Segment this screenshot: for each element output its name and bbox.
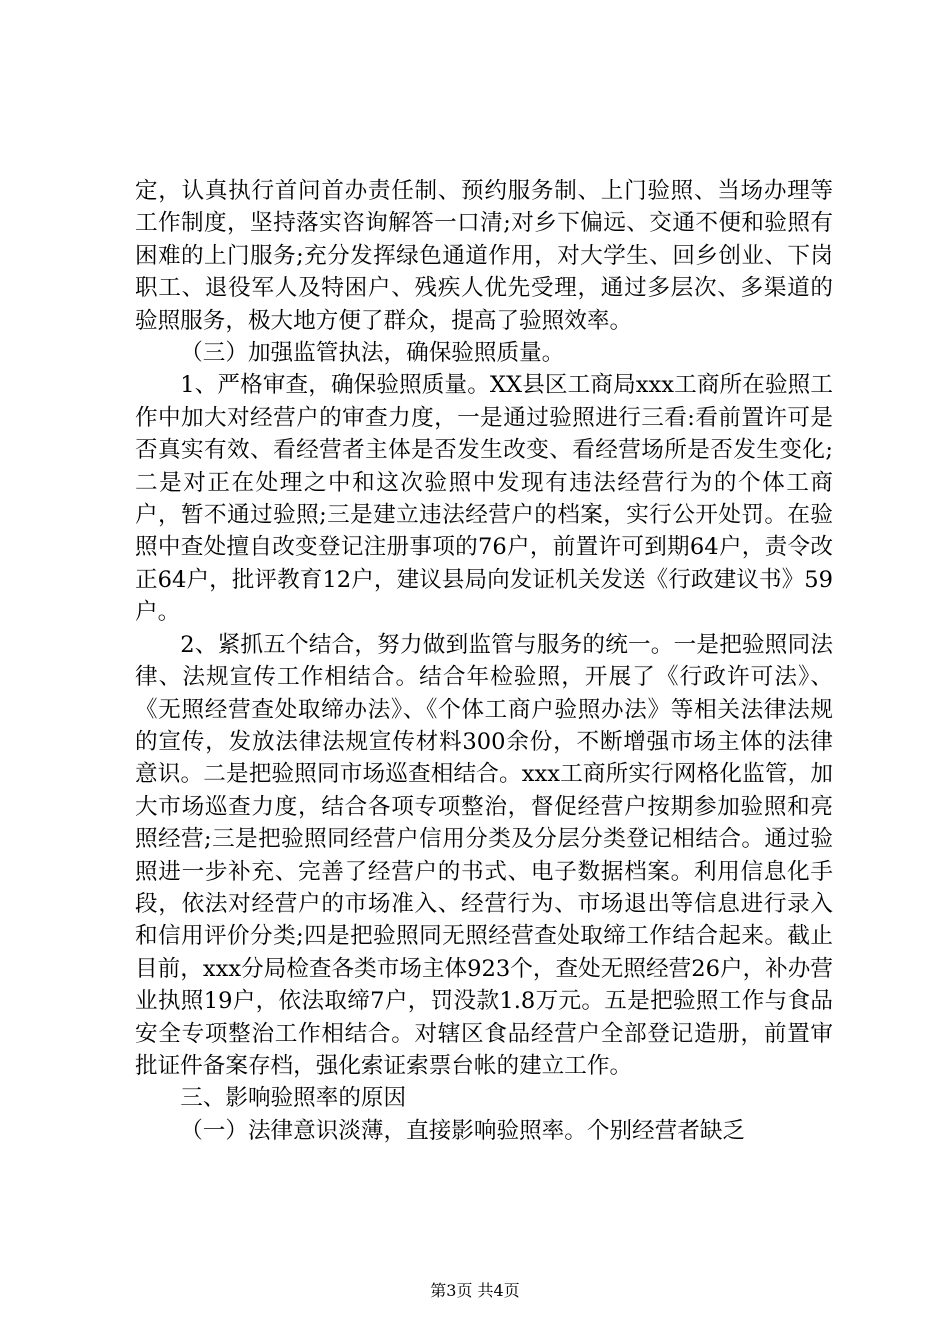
paragraph-five-combinations: 2、紧抓五个结合，努力做到监管与服务的统一。一是把验照同法律、法规宣传工作相结合。结合年检验照，开展了《行政许可法》、《无照经营查处取缔办法》、《个体工商户验照办法》等相关法律法规的宣传，发放法律法规宣传材料300余份，不断增强市场主体的法律意识。二是把验照同市场巡查相结合。xxx工商所实行网格化监管，加大市场巡查力度，结合各项专项整治，督促经营户按期参加验照和亮照经营;三是把验照同经营户信用分类及分层分类登记相结合。通过验照进一步补充、完善了经营户的书式、电子数据档案。利用信息化手段，依法对经营户的市场准入、经营行为、市场退出等信息进行录入和信用评价分类;四是把验照同无照经营查处取缔工作结合起来。截止目前，xxx分局检查各类市场主体923个，查处无照经营26户，补办营业执照19户，依法取缔7户，罚没款1.8万元。五是把验照工作与食品安全专项整治工作相结合。对辖区食品经营户全部登记造册，前置审批证件备案存档，强化索证索票台帐的建立工作。 [135, 631, 833, 1079]
paragraph-continuation: 定，认真执行首问首办责任制、预约服务制、上门验照、当场办理等工作制度，坚持落实咨询解答一口清;对乡下偏远、交通不便和验照有困难的上门服务;充分发挥绿色通道作用，对大学生、回乡创业、下岗职工、退役军人及特困户、残疾人优先受理，通过多层次、多渠道的验照服务，极大地方便了群众，提高了验照效率。 [135, 178, 833, 334]
paragraph-legal-awareness: （一）法律意识淡薄，直接影响验照率。个别经营者缺乏 [180, 1117, 746, 1144]
section-heading-reasons: 三、影响验照率的原因 [180, 1085, 407, 1112]
section-heading-three: （三）加强监管执法，确保验照质量。 [180, 340, 565, 367]
page-number: 第3页 共4页 [430, 1281, 520, 1300]
document-body [135, 175, 833, 1147]
paragraph-strict-review: 1、严格审查，确保验照质量。XX县区工商局xxx工商所在验照工作中加大对经营户的审查力度，一是通过验照进行三看:看前置许可是否真实有效、看经营者主体是否发生改变、看经营场所是否发生变化;二是对正在处理之中和这次验照中发现有违法经营行为的个体工商户，暂不通过验照;三是建立违法经营户的档案，实行公开处罚。在验照中查处擅自改变登记注册事项的76户，前置许可到期64户，责令改正64户，批评教育12户，建议县局向发证机关发送《行政建议书》59户。 [135, 372, 833, 626]
